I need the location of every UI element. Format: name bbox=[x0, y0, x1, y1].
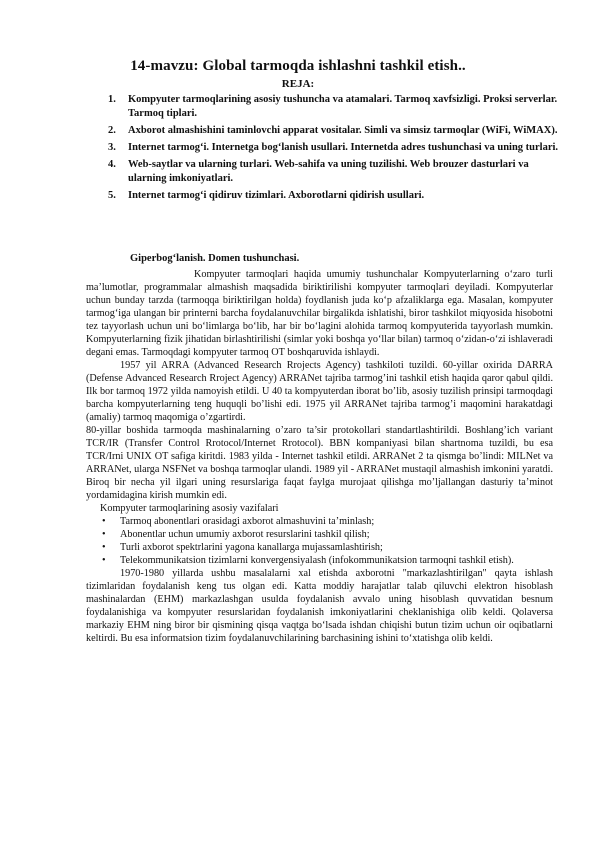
list-item: • Abonentlar uchun umumiy axborot resurslarini tashkil qilish; bbox=[86, 528, 553, 541]
plan-item-text: Internet tarmog‘i. Internetga bog‘lanish usullari. Internetda adres tushunchasi va uning turlari. bbox=[128, 142, 559, 153]
plan-item-number: 2. bbox=[108, 125, 116, 136]
plan-item-number: 3. bbox=[108, 142, 116, 153]
plan-item-text: Web-saytlar va ularning turlari. Web-sahifa va uning tuzilishi. Web brouzer dasturlari va ularning imkoniyatlari. bbox=[128, 159, 529, 184]
section-subheading: Giperbog‘lanish. Domen tushunchasi. bbox=[130, 253, 300, 264]
list-item: • Tarmoq abonentlari orasidagi axborot almashuvini ta’minlash; bbox=[86, 515, 553, 528]
plan-item-number: 1. bbox=[108, 94, 116, 105]
paragraph-history: 1957 yil ARRA (Advanced Research Rrojects Agency) tashkiloti tuzildi. 60-yillar oxirida DARRA (Defense Advanced Research Rroject Agency) ARRANet tajriba tarmog’ini tashkil etish haqida qaror qabul qildi. Ilk bor tarmoq 1972 yilda namoyish etildi. U 40 ta kompyuterdan iborat bo’lib, asosiy tuzilish prinsipi tarmoqdagi barcha kompyuterlarning teng huquqli bo’lishi edi. 1975 yil ARRANet tajriba tarmog’i maqomini harakatdagi (amaliy) tarmoq maqomiga o’zgartirdi. bbox=[86, 360, 553, 423]
tasks-heading: Kompyuter tarmoqlarining asosiy vazifalari bbox=[100, 503, 279, 514]
plan-item bbox=[108, 93, 563, 121]
page-title: 14-mavzu: Global tarmoqda ishlashni tashkil etish.. bbox=[130, 58, 466, 74]
paragraph-centralized: 1970-1980 yillarda ushbu masalalarni xal etishda axborotni "markazlashtirilgan" qayta ishlash tizimlaridan foydalanish keng tus olgan edi. Katta moddiy harajatlar talab qiluvchi elektron hisoblash mashinalardan (EHM) markazlashgan usulda foydalanish avvalo uning hisoblash quvvatidan besnum foydalanishiga va kompyuter resurslaridan foydalanish imkoniyatlarini cheklanishiga olib keldi. Qolaversa markaziy EHM ning biror bir qismining qisqa vaqtga bo‘lsada ishdan chiqishi butun tizim uchun oir oqibatlarni keltirdi. Bu esa informatsion tizim foydalanuvchilarining barchasining ishini to‘xtatishga olib keldi. bbox=[86, 568, 553, 644]
plan-item bbox=[108, 189, 563, 203]
tasks-list bbox=[86, 515, 553, 567]
body-text bbox=[86, 268, 553, 645]
plan-list bbox=[108, 93, 563, 206]
plan-item bbox=[108, 158, 563, 186]
plan-item-number: 4. bbox=[108, 159, 116, 170]
plan-item-text: Internet tarmog‘i qidiruv tizimlari. Axborotlarni qidirish usullari. bbox=[128, 190, 425, 201]
paragraph-protocols: 80-yillar boshida tarmoqda mashinalarning o’zaro ta’sir protokollari standartlashtirildi. Boshlang’ich variant TCR/IR (Transfer Control Rrotocol/Internet Rrotocol). BBN kompaniyasi bilan shartnoma tuzildi, bu esa TCR/Irni UNIX OT safiga kiritdi. 1983 yilda - Internet tashkil etildi. ARRANet 2 ta qismga bo’lindi: MILNet va ARRANet, ularga NSFNet va boshqa tarmoqlar ulandi. 1989 yil - ARRANet mustaqil almashish imkonini yaratdi. Biroq bir necha yil ilgari uning resurslariga faqat faylga murojaat qilishga mo’ljallangan dasturiy ta’minot yordamidagina kirish mumkin edi. bbox=[86, 425, 553, 501]
plan-item bbox=[108, 124, 563, 138]
paragraph-intro: Kompyuter tarmoqlari haqida umumiy tushunchalar Kompyuterlarning o‘zaro turli ma’lumotlar, programmalar almashish maqsadida biriktirilishi kompyuter tarmoqlari deyiladi. Kompyuterlar uchun bunday tarzda (tarmoqqa biriktirilgan holda) foydlanish juda ko‘p afzaliklarga ega. Masalan, kompyuter tarmog‘iga ulangan bir printerni barcha foydalanuvchilar birgalikda ishlatishi, biror tashkilot miqyosida hisobotni tez tayyorlash uchun uni bo‘limlarga bo‘lib, har bir bo‘lagini alohida tarmoq kompyuterida tayyorlash mumkin. Kompyuterlarning fizik jihatidan birlashtirilishi (simlar yoki boshqa yo‘llar bilan) tarmoq o‘zidan-o‘zi ishlaveradi degani emas. Tarmoqdagi kompyuter tarmoq OT boshqaruvida ishlaydi. bbox=[86, 269, 553, 358]
list-item: • Turli axborot spektrlarini yagona kanallarga mujassamlashtirish; bbox=[86, 541, 553, 554]
plan-item-text: Kompyuter tarmoqlarining asosiy tushuncha va atamalari. Tarmoq xavfsizligi. Proksi serverlar. Tarmoq tiplari. bbox=[128, 94, 558, 119]
list-item: • Telekommunikatsion tizimlarni konvergensiyalash (infokommunikatsion tarmoqni tashkil etish). bbox=[86, 554, 553, 567]
plan-heading: REJA: bbox=[281, 78, 315, 90]
plan-item-text: Axborot almashishini taminlovchi apparat vositalar. Simli va simsiz tarmoqlar (WiFi, WiMAX). bbox=[128, 125, 558, 136]
plan-item-number: 5. bbox=[108, 190, 116, 201]
plan-item bbox=[108, 141, 563, 155]
